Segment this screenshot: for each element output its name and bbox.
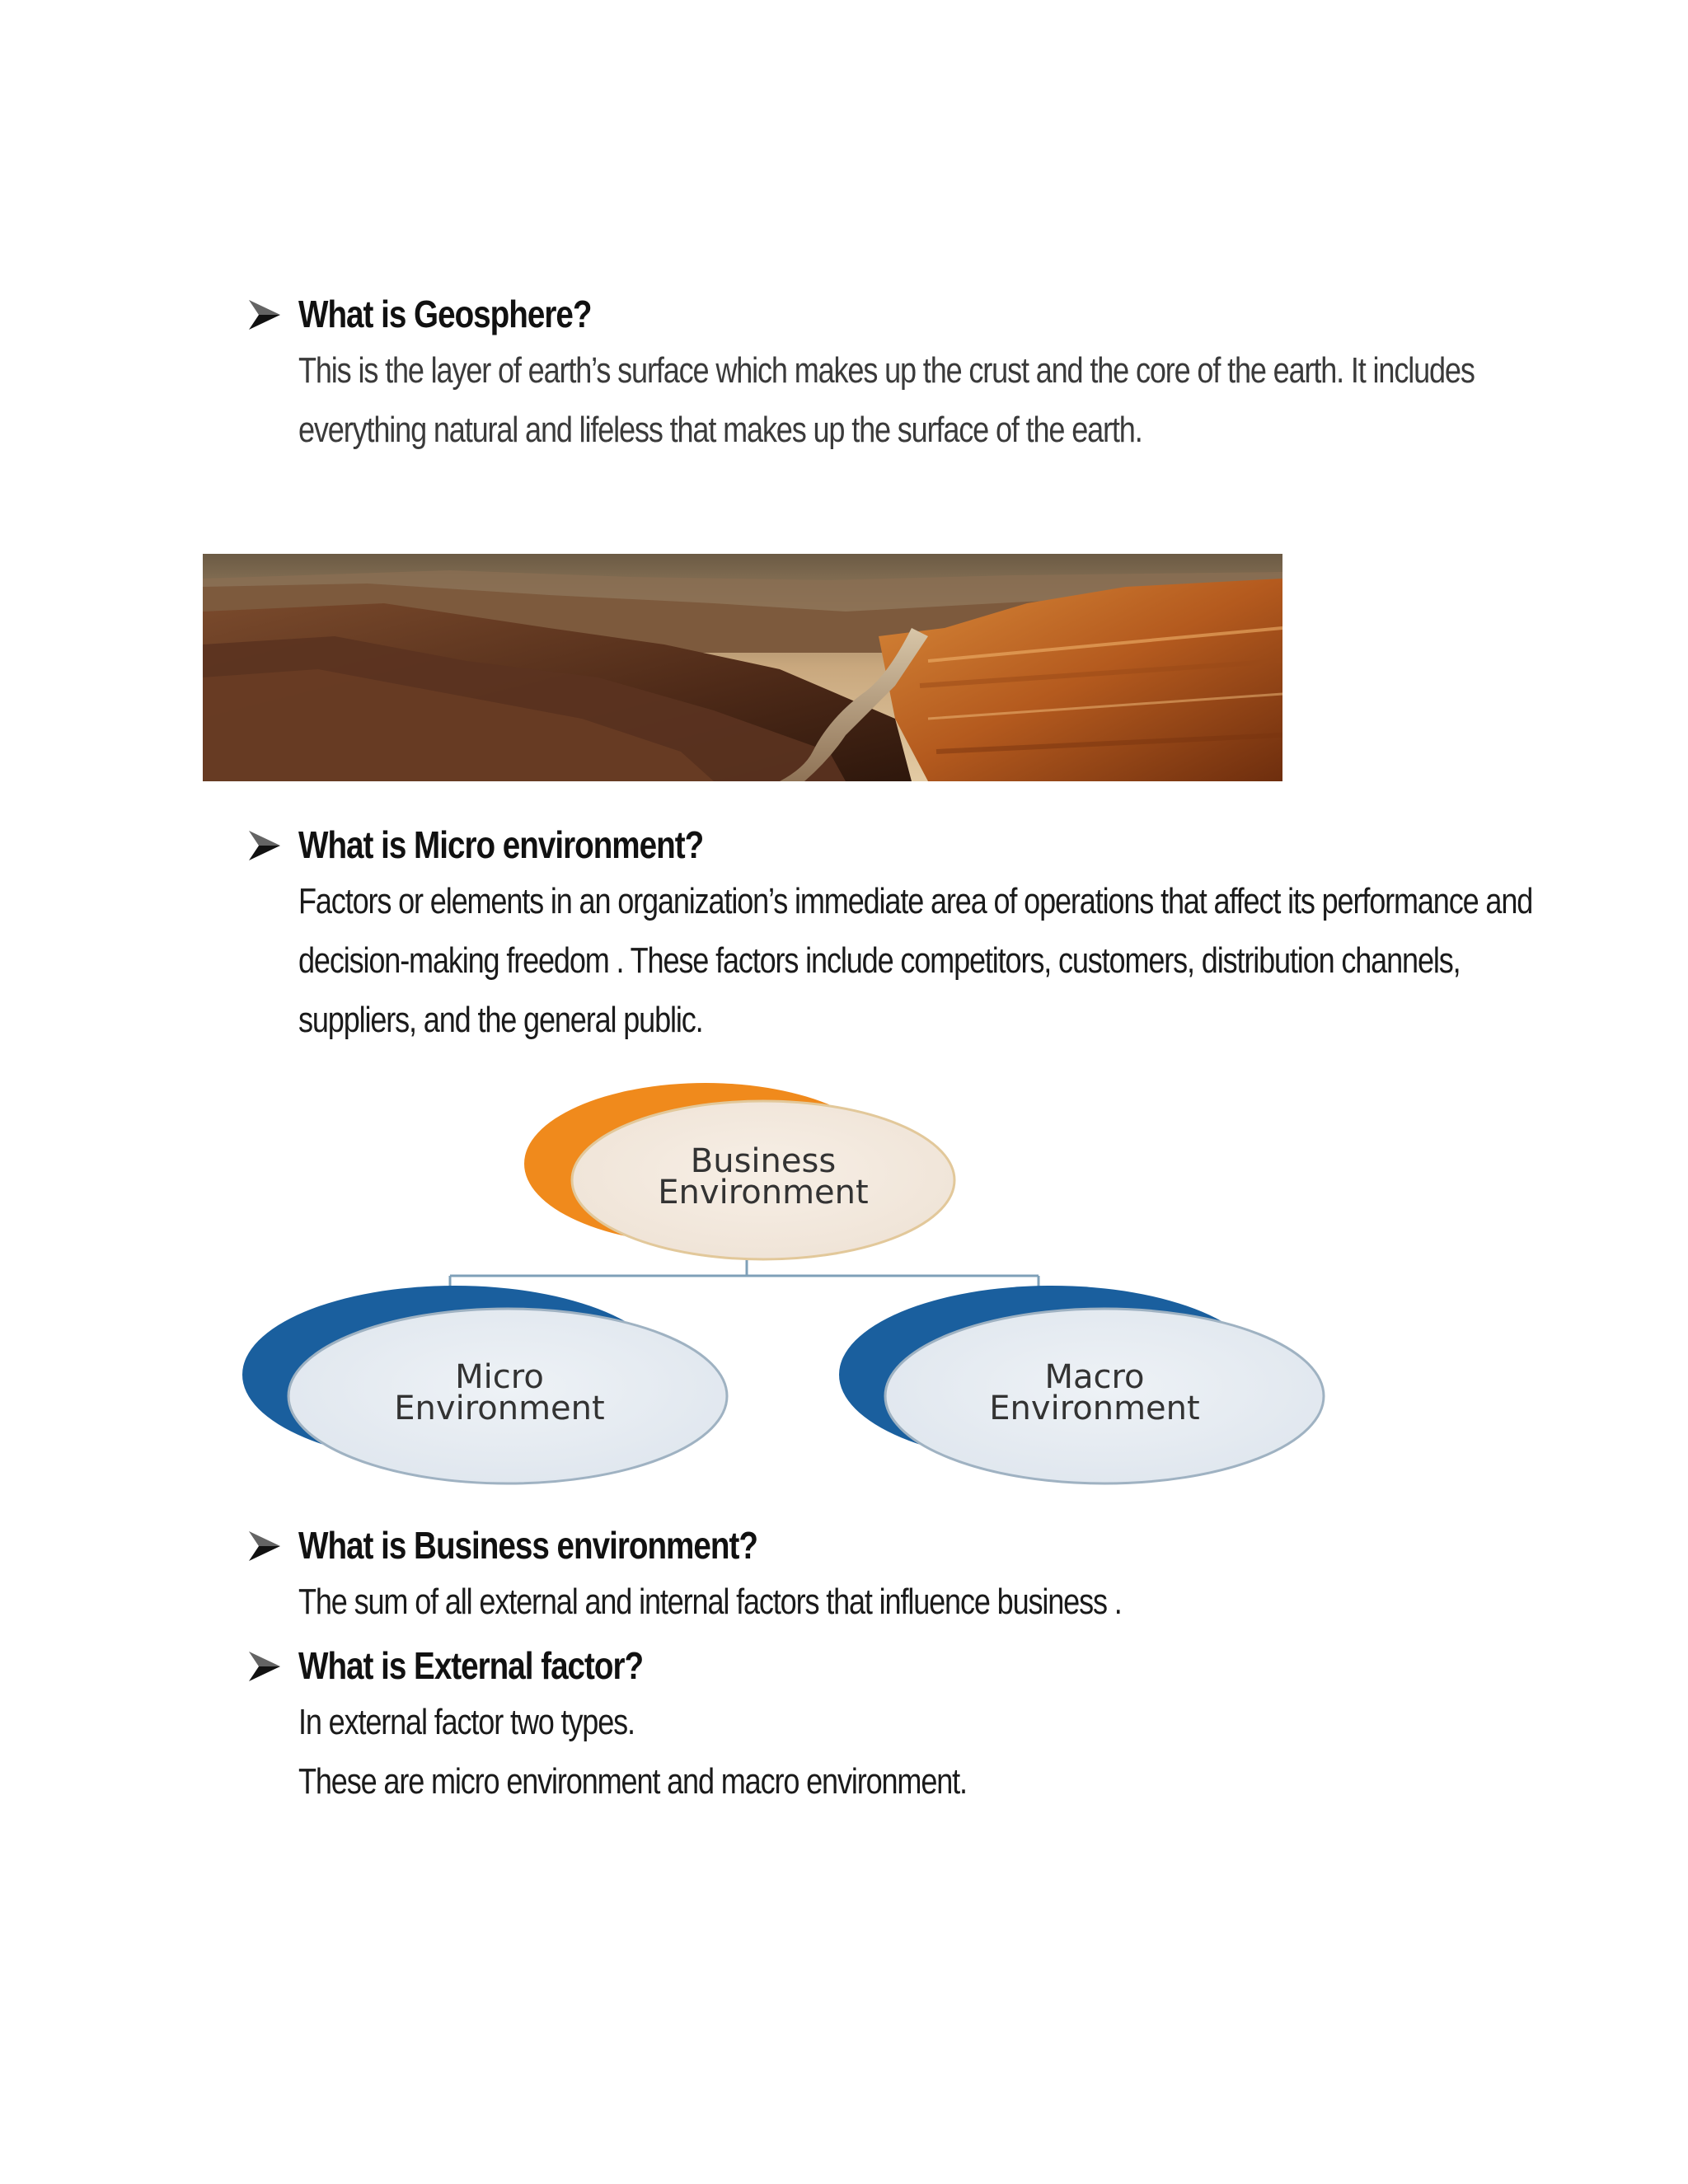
business-environment-diagram bbox=[203, 1080, 1357, 1492]
answer-paragraph: In external factor two types. bbox=[298, 1702, 635, 1742]
answer-paragraph: The sum of all external and internal factors that influence business . bbox=[298, 1582, 1122, 1622]
question-row bbox=[247, 287, 1550, 341]
node-label: Business bbox=[690, 1142, 837, 1180]
answer-text bbox=[298, 1572, 1555, 1632]
arrow-bullet-icon bbox=[247, 1650, 282, 1683]
answer-paragraph: These are micro environment and macro environment. bbox=[298, 1761, 967, 1802]
arrow-bullet-icon bbox=[247, 829, 282, 862]
section-micro-environment bbox=[247, 818, 1550, 1050]
arrow-bullet-icon bbox=[247, 298, 282, 331]
answer-text bbox=[298, 1693, 1555, 1811]
section-business-environment bbox=[247, 1518, 1550, 1632]
answer-text bbox=[298, 341, 1555, 460]
node-business-environment bbox=[524, 1083, 954, 1259]
question-row bbox=[247, 1518, 1550, 1572]
question-row bbox=[247, 818, 1550, 872]
node-label: Macro bbox=[1044, 1358, 1145, 1396]
answer-paragraph: Factors or elements in an organization’s immediate area of operations that affect its performance and decision-making freedom . These factors include competitors, customers, distribution channels, suppliers, and the general public. bbox=[298, 881, 1533, 1040]
node-macro-environment bbox=[839, 1286, 1324, 1483]
question-heading: What is Micro environment? bbox=[298, 823, 704, 866]
answer-paragraph: This is the layer of earth’s surface which makes up the crust and the core of the earth. It includes everything natural and lifeless that makes up the surface of the earth. bbox=[298, 350, 1475, 450]
canyon-photo bbox=[203, 554, 1282, 781]
section-geosphere bbox=[247, 287, 1550, 460]
question-row bbox=[247, 1638, 1550, 1693]
answer-text bbox=[298, 872, 1555, 1050]
question-heading: What is External factor? bbox=[298, 1644, 644, 1687]
question-heading: What is Business environment? bbox=[298, 1524, 757, 1567]
arrow-bullet-icon bbox=[247, 1530, 282, 1563]
node-label: Micro bbox=[455, 1358, 544, 1396]
node-label: Environment bbox=[394, 1390, 605, 1427]
node-micro-environment bbox=[242, 1286, 727, 1483]
node-label: Environment bbox=[658, 1174, 869, 1212]
question-heading: What is Geosphere? bbox=[298, 293, 592, 335]
section-external-factor bbox=[247, 1638, 1550, 1811]
node-label: Environment bbox=[989, 1390, 1200, 1427]
